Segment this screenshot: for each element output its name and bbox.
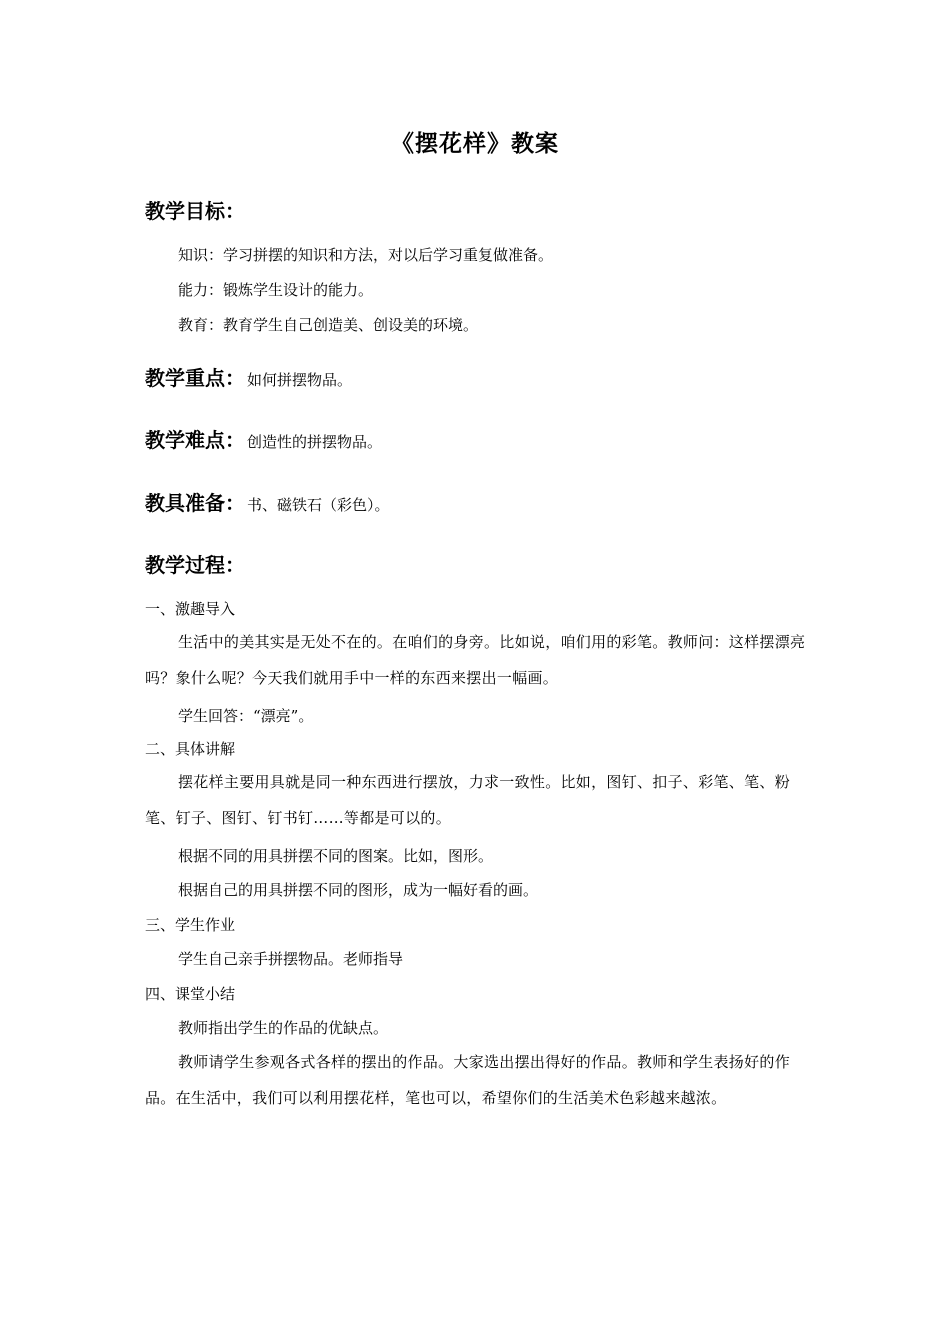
key-point-value: 如何拼摆物品。 [247, 371, 353, 389]
section-1-paragraph-1: 生活中的美其实是无处不在的。在咱们的身旁。比如说，咱们用的彩笔。教师问：这样摆漂亮吗？象什么呢？今天我们就用手中一样的东西来摆出一幅画。 [145, 633, 806, 687]
objective-ability: 能力：锻炼学生设计的能力。 [178, 281, 374, 299]
section-4-title: 四、课堂小结 [145, 985, 236, 1003]
key-point-row [145, 362, 352, 391]
section-4-paragraph-2: 教师请学生参观各式各样的摆出的作品。大家选出摆出得好的作品。教师和学生表扬好的作品。在生活中，我们可以利用摆花样，笔也可以，希望你们的生活美术色彩越来越浓。 [145, 1053, 791, 1107]
document-title: 《摆花样》教案 [391, 131, 559, 157]
section-1-paragraph-2: 学生回答：“漂亮”。 [178, 707, 314, 725]
difficulty-row [145, 424, 382, 453]
process-heading: 教学过程： [145, 553, 245, 577]
objective-knowledge: 知识：学习拼摆的知识和方法，对以后学习重复做准备。 [178, 246, 554, 264]
tools-label: 教具准备： [145, 491, 245, 515]
section-2-paragraph-2: 根据不同的用具拼摆不同的图案。比如，图形。 [178, 847, 494, 865]
objective-education: 教育：教育学生自己创造美、创设美的环境。 [178, 316, 479, 334]
tools-row [145, 487, 390, 516]
section-1-title: 一、激趣导入 [145, 600, 236, 618]
difficulty-value: 创造性的拼摆物品。 [247, 433, 383, 451]
section-2-title: 二、具体讲解 [145, 740, 236, 758]
section-3-title: 三、学生作业 [145, 916, 236, 934]
tools-value: 书、磁铁石（彩色）。 [247, 496, 390, 514]
section-4-paragraph-1: 教师指出学生的作品的优缺点。 [178, 1019, 389, 1037]
section-3-paragraph-1: 学生自己亲手拼摆物品。老师指导 [178, 950, 404, 968]
key-point-label: 教学重点： [145, 366, 245, 390]
objectives-heading: 教学目标： [145, 199, 245, 223]
section-2-paragraph-3: 根据自己的用具拼摆不同的图形，成为一幅好看的画。 [178, 881, 539, 899]
difficulty-label: 教学难点： [145, 428, 245, 452]
section-2-paragraph-1: 摆花样主要用具就是同一种东西进行摆放，力求一致性。比如，图钉、扣子、彩笔、笔、粉笔、钉子、图钉、钉书钉……等都是可以的。 [145, 773, 791, 827]
